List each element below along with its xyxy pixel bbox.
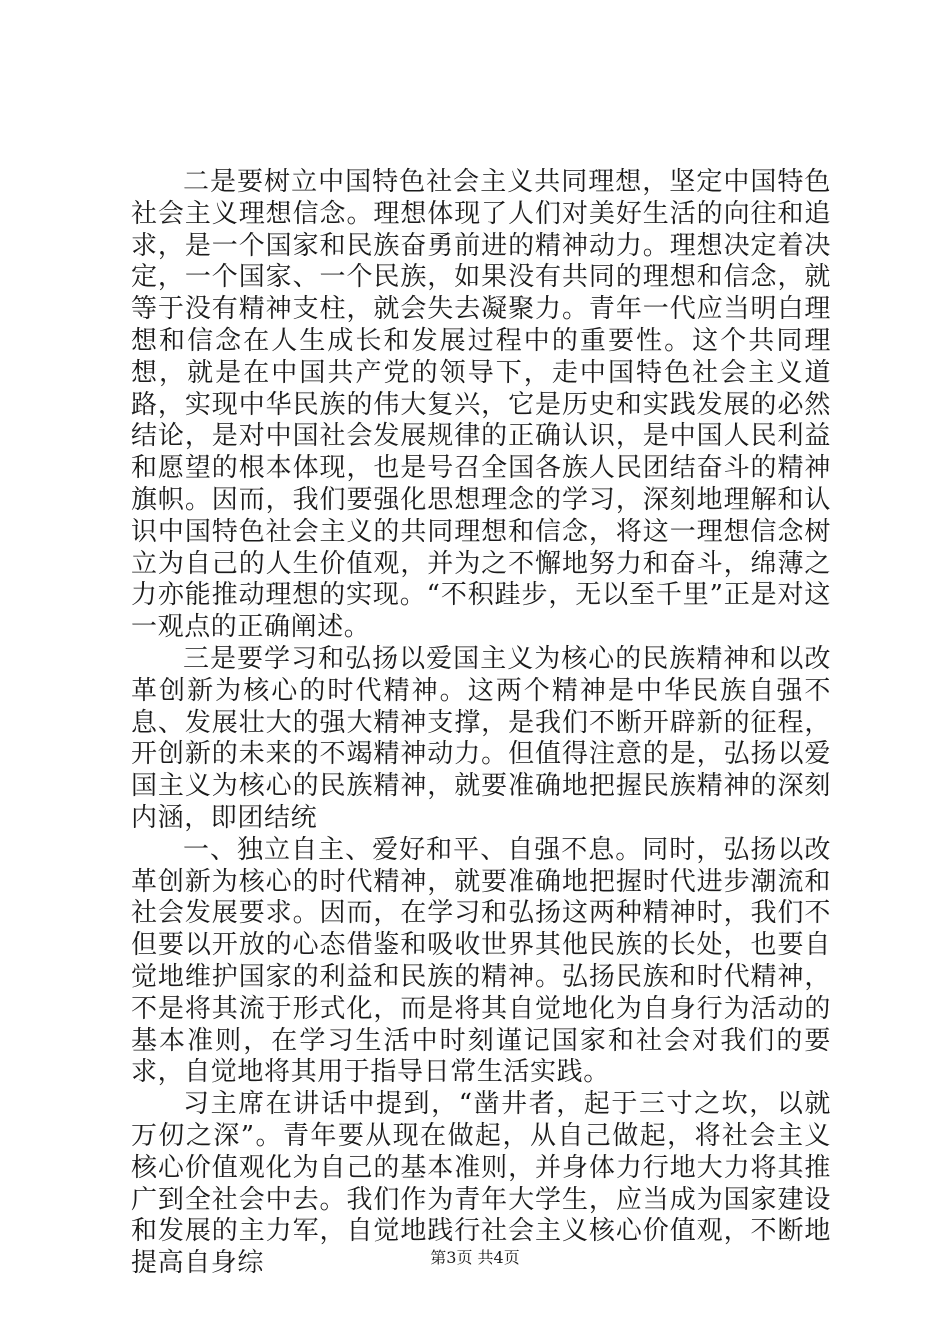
paragraph: 习主席在讲话中提到，“凿井者，起于三寸之坎，以就万仞之深”。青年要从现在做起，从自己做起，将社会主义核心价值观化为自己的基本准则，并身体力行地大力将其推广到全社会中去。我们作为青年大学生，应当成为国家建设和发展的主力军，自觉地践行社会主义核心价值观，不断地提高自身综	[131, 1089, 831, 1279]
page-number-footer: 第3页 共4页	[430, 1248, 520, 1267]
paragraph: 二是要树立中国特色社会主义共同理想，坚定中国特色社会主义理想信念。理想体现了人们对美好生活的向往和追求，是一个国家和民族奋勇前进的精神动力。理想决定着决定，一个国家、一个民族，如果没有共同的理想和信念，就等于没有精神支柱，就会失去凝聚力。青年一代应当明白理想和信念在人生成长和发展过程中的重要性。这个共同理想，就是在中国共产党的领导下，走中国特色社会主义道路，实现中华民族的伟大复兴，它是历史和实践发展的必然结论，是对中国社会发展规律的正确认识，是中国人民利益和愿望的根本体现，也是号召全国各族人民团结奋斗的精神旗帜。因而，我们要强化思想理念的学习，深刻地理解和认识中国特色社会主义的共同理想和信念，将这一理想信念树立为自己的人生价值观，并为之不懈地努力和奋斗，绵薄之力亦能推动理想的实现。“不积跬步，无以至千里”正是对这一观点的正确阐述。	[131, 167, 831, 643]
paragraph: 一、独立自主、爱好和平、自强不息。同时，弘扬以改革创新为核心的时代精神，就要准确地把握时代进步潮流和社会发展要求。因而，在学习和弘扬这两种精神时，我们不但要以开放的心态借鉴和吸收世界其他民族的长处，也要自觉地维护国家的利益和民族的精神。弘扬民族和时代精神，不是将其流于形式化，而是将其自觉地化为自身行为活动的基本准则，在学习生活中时刻谨记国家和社会对我们的要求，自觉地将其用于指导日常生活实践。	[131, 834, 831, 1088]
paragraph: 三是要学习和弘扬以爱国主义为核心的民族精神和以改革创新为核心的时代精神。这两个精神是中华民族自强不息、发展壮大的强大精神支撑，是我们不断开辟新的征程，开创新的未来的不竭精神动力。但值得注意的是，弘扬以爱国主义为核心的民族精神，就要准确地把握民族精神的深刻内涵，即团结统	[131, 643, 831, 833]
document-body	[131, 167, 831, 1280]
